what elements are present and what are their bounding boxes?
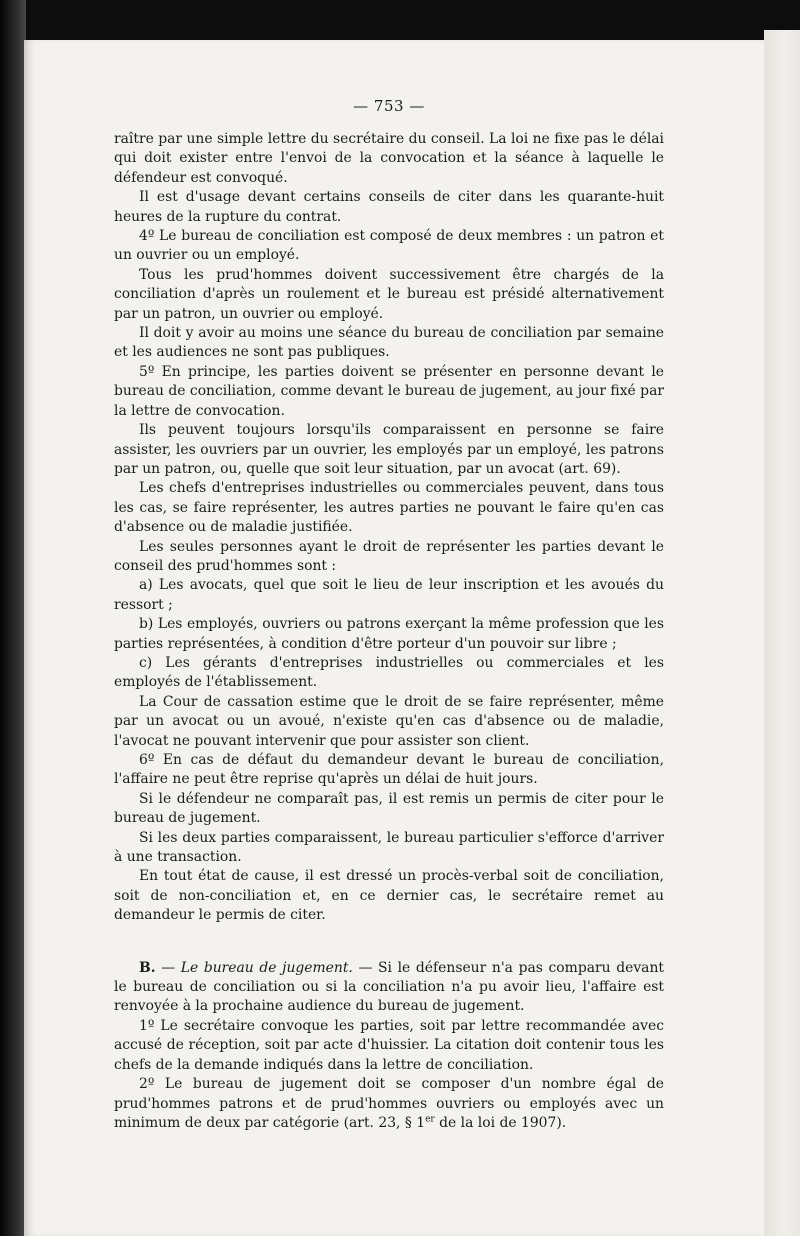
section-b-heading-paragraph	[114, 959, 664, 1017]
paragraph: En tout état de cause, il est dressé un procès-verbal soit de conciliation, soit de non-conciliation et, en ce dernier cas, le secrétaire remet au demandeur le permis de citer.	[114, 868, 664, 924]
paragraph: Les seules personnes ayant le droit de représenter les parties devant le conseil des prud'hommes sont :	[114, 538, 664, 574]
paragraph: Il doit y avoir au moins une séance du bureau de conciliation par semaine et les audiences ne sont pas publiques.	[114, 325, 664, 361]
paragraph-text-end: de la loi de 1907).	[434, 1114, 567, 1131]
paragraph: 1º Le secrétaire convoque les parties, soit par lettre recommandée avec accusé de réception, soit par acte d'huissier. La citation doit contenir tous les chefs de la demande indiqués dans la lettre de conciliation.	[114, 1017, 664, 1073]
list-item-c: c) Les gérants d'entreprises industrielles ou commerciales et les employés de l'établissement.	[114, 654, 664, 691]
book-page	[24, 40, 764, 1236]
paragraph: raître par une simple lettre du secrétaire du conseil. La loi ne fixe pas le délai qui doit exister entre l'envoi de la convocation et la séance à laquelle le défendeur est convoqué.	[114, 131, 665, 186]
paragraph: Il est d'usage devant certains conseils de citer dans les quarante-huit heures de la rupture du contrat.	[114, 189, 664, 225]
paragraph	[114, 1075, 664, 1133]
list-item-a: a) Les avocats, quel que soit le lieu de leur inscription et les avoués du ressort ;	[114, 577, 664, 613]
paragraph: Si le défendeur ne comparaît pas, il est remis un permis de citer pour le bureau de jugement.	[114, 790, 664, 827]
paragraph: 4º Le bureau de conciliation est composé de deux membres : un patron et un ouvrier ou un employé.	[114, 228, 664, 264]
section-title: Le bureau de jugement.	[180, 959, 353, 976]
paragraph: Si les deux parties comparaissent, le bureau particulier s'efforce d'arriver à une transaction.	[114, 829, 664, 866]
list-item-b: b) Les employés, ouvriers ou patrons exerçant la même profession que les parties représentées, à condition d'être porteur d'un pouvoir sur libre ;	[114, 616, 664, 652]
page-edge	[764, 30, 800, 1236]
paragraph-text: 2º Le bureau de jugement doit se composer d'un nombre égal de prud'hommes patrons et de prud'hommes ouvriers ou employés avec un minimum de deux par catégorie (art. 23, § 1	[114, 1076, 664, 1131]
superscript: er	[425, 1114, 435, 1125]
section-dash: —	[155, 959, 181, 976]
paragraph: Les chefs d'entreprises industrielles ou commerciales peuvent, dans tous les cas, se faire représenter, les autres parties ne pouvant le faire qu'en cas d'absence ou de maladie justifiée.	[114, 480, 664, 536]
page-number: — 753 —	[353, 97, 425, 115]
paragraph: 6º En cas de défaut du demandeur devant le bureau de conciliation, l'affaire ne peut être reprise qu'après un délai de huit jours.	[114, 752, 664, 788]
paragraph: La Cour de cassation estime que le droit de se faire représenter, même par un avocat ou un avoué, n'existe qu'en cas d'absence ou de maladie, l'avocat ne pouvant intervenir que pour assister son client.	[114, 693, 664, 749]
section-letter: B.	[139, 959, 156, 976]
book-gutter-shadow	[0, 0, 26, 1236]
paragraph: Tous les prud'hommes doivent successivement être chargés de la conciliation d'après un roulement et le bureau est présidé alternativement par un patron, un ouvrier ou employé.	[114, 266, 664, 322]
paragraph: 5º En principe, les parties doivent se présenter en personne devant le bureau de conciliation, comme devant le bureau de jugement, au jour fixé par la lettre de convocation.	[114, 363, 664, 419]
section-text: — Si le défenseur n'a pas comparu devant le bureau de conciliation ou si la conciliation n'a pu avoir lieu, l'affaire est renvoyée à la prochaine audience du bureau de jugement.	[114, 959, 664, 1015]
body-text	[114, 130, 664, 1133]
paragraph: Ils peuvent toujours lorsqu'ils comparaissent en personne se faire assister, les ouvriers par un ouvrier, les employés par un employé, les patrons par un patron, ou, quelle que soit leur situation, par un avocat (art. 69).	[114, 422, 664, 477]
